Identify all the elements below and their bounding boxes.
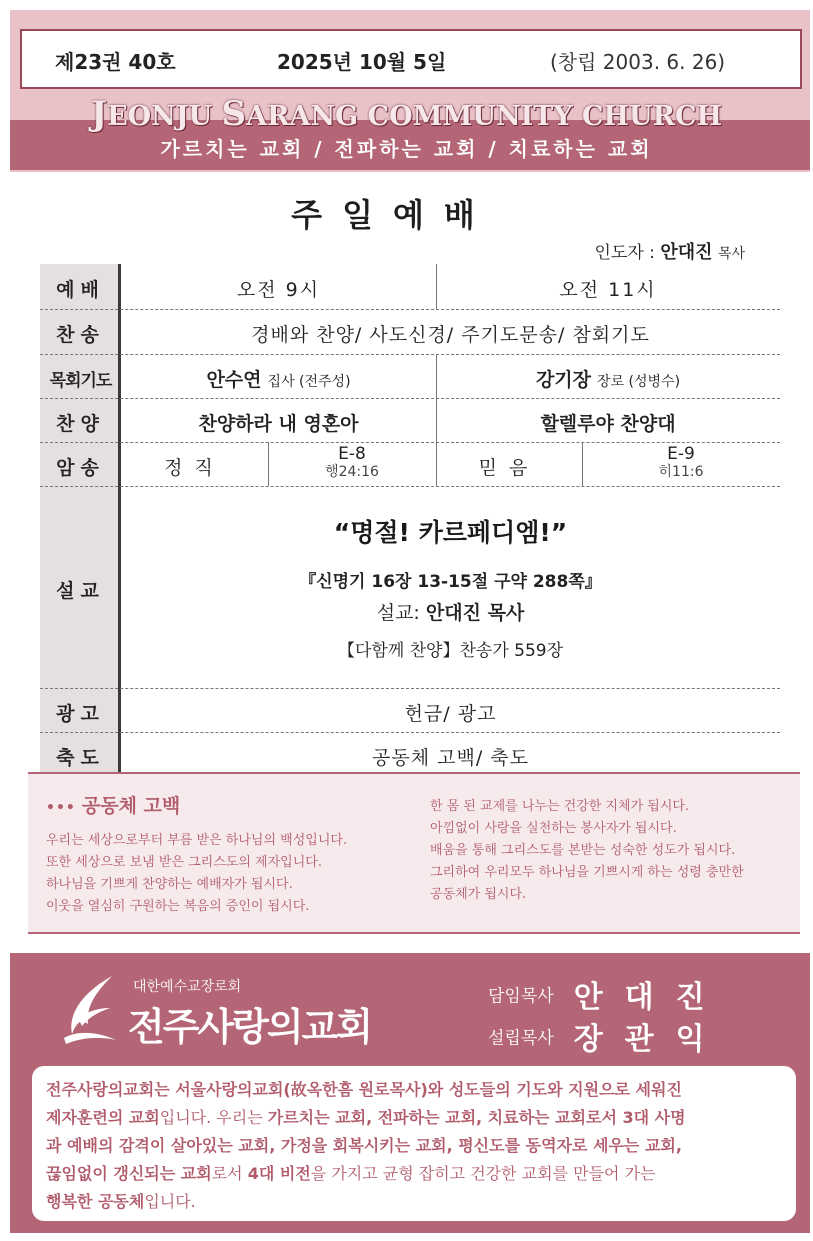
community-confession <box>28 772 800 934</box>
dots-icon: ••• <box>46 800 76 816</box>
established-date: (창립 2003. 6. 26) <box>550 50 726 74</box>
sermon-scripture: 『신명기 16장 13-15절 구약 288쪽』 <box>299 572 602 592</box>
intro-line: 행복한 공동체입니다. <box>46 1192 196 1211</box>
confession-line: 배움을 통해 그리스도를 본받는 성숙한 성도가 됩시다. <box>430 843 736 858</box>
confession-line: 이웃을 열심히 구원하는 복음의 증인이 됩시다. <box>46 899 310 914</box>
founding-pastor: 설립목사 장관익 <box>488 1022 727 1057</box>
church-logo-icon <box>58 972 122 1046</box>
confession-line: 또한 세상으로 보냄 받은 그리스도의 제자입니다. <box>46 855 322 870</box>
label-recitation: 암송 <box>56 457 105 479</box>
denomination: 대한예수교장로회 <box>133 979 242 995</box>
label-praise: 찬양 <box>56 413 105 435</box>
church-name-english: JEONJU SARANG COMMUNITY CHURCH <box>90 94 723 134</box>
row-divider <box>40 398 780 399</box>
recite-word-right: 믿음 <box>478 457 540 479</box>
praise-choir: 할렐루야 찬양대 <box>540 413 676 435</box>
intro-line: 제자훈련의 교회입니다. 우리는 가르치는 교회, 전파하는 교회, 치료하는 교회로서 3대 사명 <box>46 1108 686 1127</box>
worship-leader: 인도자 : 안대진 목사 <box>594 242 745 263</box>
confession-line: 하나님을 기쁘게 찬양하는 예배자가 됩시다. <box>46 877 293 892</box>
label-benediction: 축도 <box>56 747 105 769</box>
sermon-preacher: 설교: 안대진 목사 <box>376 602 525 624</box>
label-service: 예배 <box>56 279 105 301</box>
row-divider <box>40 354 780 355</box>
issue-volume: 제23권 40호 <box>55 50 176 74</box>
label-sermon: 설교 <box>56 580 105 602</box>
label-hymn: 찬송 <box>56 324 105 346</box>
service-time-11am: 오전 11시 <box>559 279 657 301</box>
row-divider <box>40 486 780 487</box>
intro-line: 과 예배의 감격이 살아있는 교회, 가정을 회복시키는 교회, 평신도를 동역자로 세우는 교회, <box>46 1136 682 1155</box>
confession-line: 그리하여 우리모두 하나님을 기쁘시게 하는 성령 충만한 <box>430 865 744 880</box>
worship-title: 주일예배 <box>291 196 495 234</box>
sermon-title: “명절! 카르페디엠!” <box>333 518 568 547</box>
confession-left-column <box>46 830 426 918</box>
church-name-korean: 전주사랑의교회 <box>128 1005 371 1049</box>
row-divider <box>40 732 780 733</box>
row-divider <box>40 442 780 443</box>
announcements-value: 헌금/ 광고 <box>404 703 497 725</box>
confession-right-column <box>430 796 792 906</box>
recite-verse-left: E-8 행24:16 <box>325 444 379 480</box>
recite-word-left: 정직 <box>164 457 225 479</box>
intro-line: 전주사랑의교회는 서울사랑의교회(故옥한흠 원로목사)와 성도들의 기도와 지원으로 세워진 <box>46 1080 682 1099</box>
issue-date: 2025년 10월 5일 <box>277 50 447 74</box>
sermon-hymn: 【다함께 찬양】찬송가 559장 <box>337 641 564 661</box>
benediction-value: 공동체 고백/ 축도 <box>372 747 529 769</box>
recite-verse-right: E-9 히11:6 <box>658 444 704 480</box>
senior-pastor: 담임목사 안대진 <box>488 980 727 1015</box>
confession-title: ••• 공동체 고백 <box>46 795 181 817</box>
intro-line: 끊임없이 갱신되는 교회로서 4대 비전을 가지고 균형 잡히고 건강한 교회를 만들어 가는 <box>46 1164 656 1183</box>
issue-info-box <box>20 29 802 89</box>
prayer-leader-11am: 강기장 장로 (성병수) <box>535 369 681 391</box>
prayer-leader-9am: 안수연 집사 (전주성) <box>206 369 351 391</box>
confession-line: 공동체가 됩시다. <box>430 887 527 902</box>
row-divider <box>40 309 780 310</box>
praise-song: 찬양하라 내 영혼아 <box>198 413 359 435</box>
confession-line: 우리는 세상으로부터 부름 받은 하나님의 백성입니다. <box>46 833 348 848</box>
church-introduction <box>32 1066 796 1221</box>
order-of-worship-table <box>40 264 780 776</box>
confession-line: 한 몸 된 교제를 나누는 건강한 지체가 됩시다. <box>430 799 690 814</box>
church-motto: 가르치는 교회 / 전파하는 교회 / 치료하는 교회 <box>160 137 653 161</box>
label-pastoral-prayer: 목회기도 <box>49 371 112 391</box>
confession-line: 아낌없이 사랑을 실천하는 봉사자가 됩시다. <box>430 821 677 836</box>
hymn-order: 경배와 찬양/ 사도신경/ 주기도문송/ 참회기도 <box>251 324 650 346</box>
service-time-9am: 오전 9시 <box>236 279 321 301</box>
row-divider <box>40 688 780 689</box>
label-announcements: 광고 <box>56 703 105 725</box>
